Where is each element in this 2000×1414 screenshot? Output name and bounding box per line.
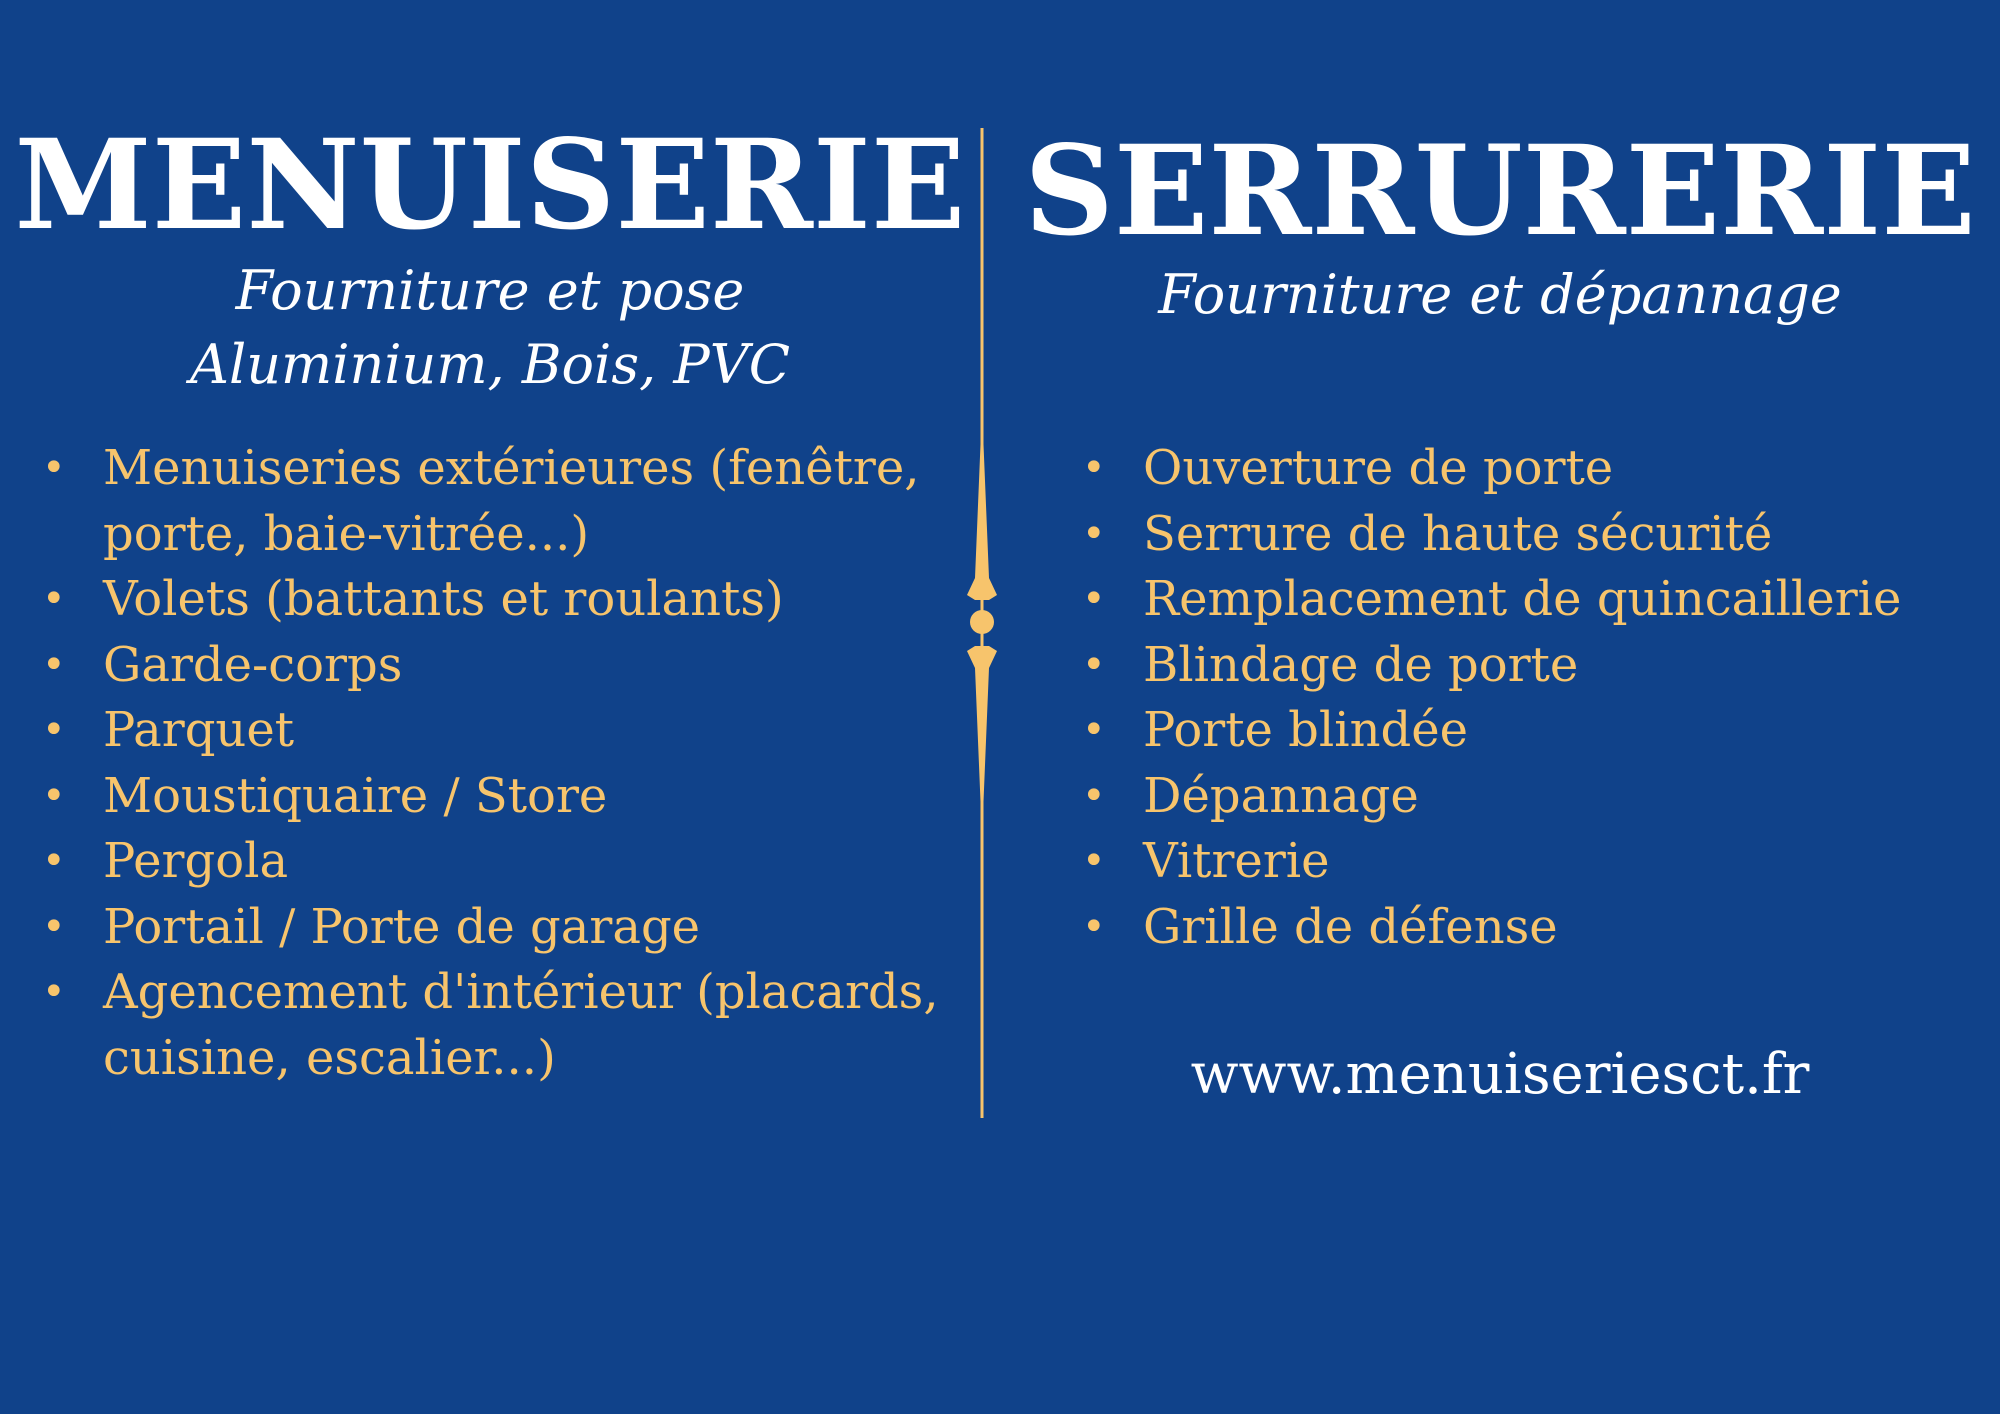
serrurerie-services-list: [1080, 436, 1980, 960]
bullet-icon: •: [42, 641, 66, 688]
list-item: • Portail / Porte de garage: [40, 895, 960, 961]
bullet-icon: •: [1082, 838, 1106, 884]
ornamental-divider-icon: [960, 128, 1004, 1118]
bullet-icon: •: [42, 707, 66, 753]
list-item: • Serrure de haute sécurité: [1080, 502, 1980, 568]
list-item: • Parquet: [40, 698, 960, 764]
serrurerie-subtitle: Fourniture et dépannage: [1158, 263, 1842, 326]
list-item: • Agencement d'intérieur (placards, cuisine, escalier...): [40, 960, 960, 1091]
menuiserie-subtitle-line-1: Fourniture et pose: [235, 259, 745, 322]
menuiserie-services-list: [40, 436, 960, 1091]
serrurerie-title: SERRURERIE: [1024, 119, 1976, 264]
list-item: • Grille de défense: [1080, 895, 1980, 961]
bullet-icon: •: [1082, 903, 1106, 950]
bullet-icon: •: [42, 903, 66, 950]
menuiserie-subtitle: [0, 254, 980, 402]
bullet-icon: •: [42, 838, 66, 884]
list-item: • Pergola: [40, 829, 960, 895]
list-item: • Menuiseries extérieures (fenêtre, porte, baie-vitrée...): [40, 436, 960, 567]
bullet-icon: •: [1082, 707, 1106, 753]
bullet-icon: •: [1082, 445, 1106, 491]
list-item: • Remplacement de quincaillerie: [1080, 567, 1980, 633]
bullet-icon: •: [1082, 576, 1106, 622]
list-item: • Blindage de porte: [1080, 633, 1980, 699]
bullet-icon: •: [42, 576, 66, 622]
list-item: • Dépannage: [1080, 764, 1980, 830]
bullet-icon: •: [1082, 641, 1106, 688]
bullet-icon: •: [42, 445, 66, 491]
bullet-icon: •: [1082, 772, 1106, 819]
website-url[interactable]: www.menuiseriesct.fr: [1190, 1042, 1810, 1107]
bullet-icon: •: [42, 772, 66, 819]
bullet-icon: •: [42, 969, 66, 1015]
list-item: • Garde-corps: [40, 633, 960, 699]
menuiserie-subtitle-line-2: Aluminium, Bois, PVC: [189, 333, 791, 396]
list-item: • Vitrerie: [1080, 829, 1980, 895]
list-item: • Porte blindée: [1080, 698, 1980, 764]
list-item: • Ouverture de porte: [1080, 436, 1980, 502]
list-item: • Volets (battants et roulants): [40, 567, 960, 633]
list-item: • Moustiquaire / Store: [40, 764, 960, 830]
bullet-icon: •: [1082, 510, 1106, 557]
menuiserie-title: MENUISERIE: [14, 113, 966, 258]
